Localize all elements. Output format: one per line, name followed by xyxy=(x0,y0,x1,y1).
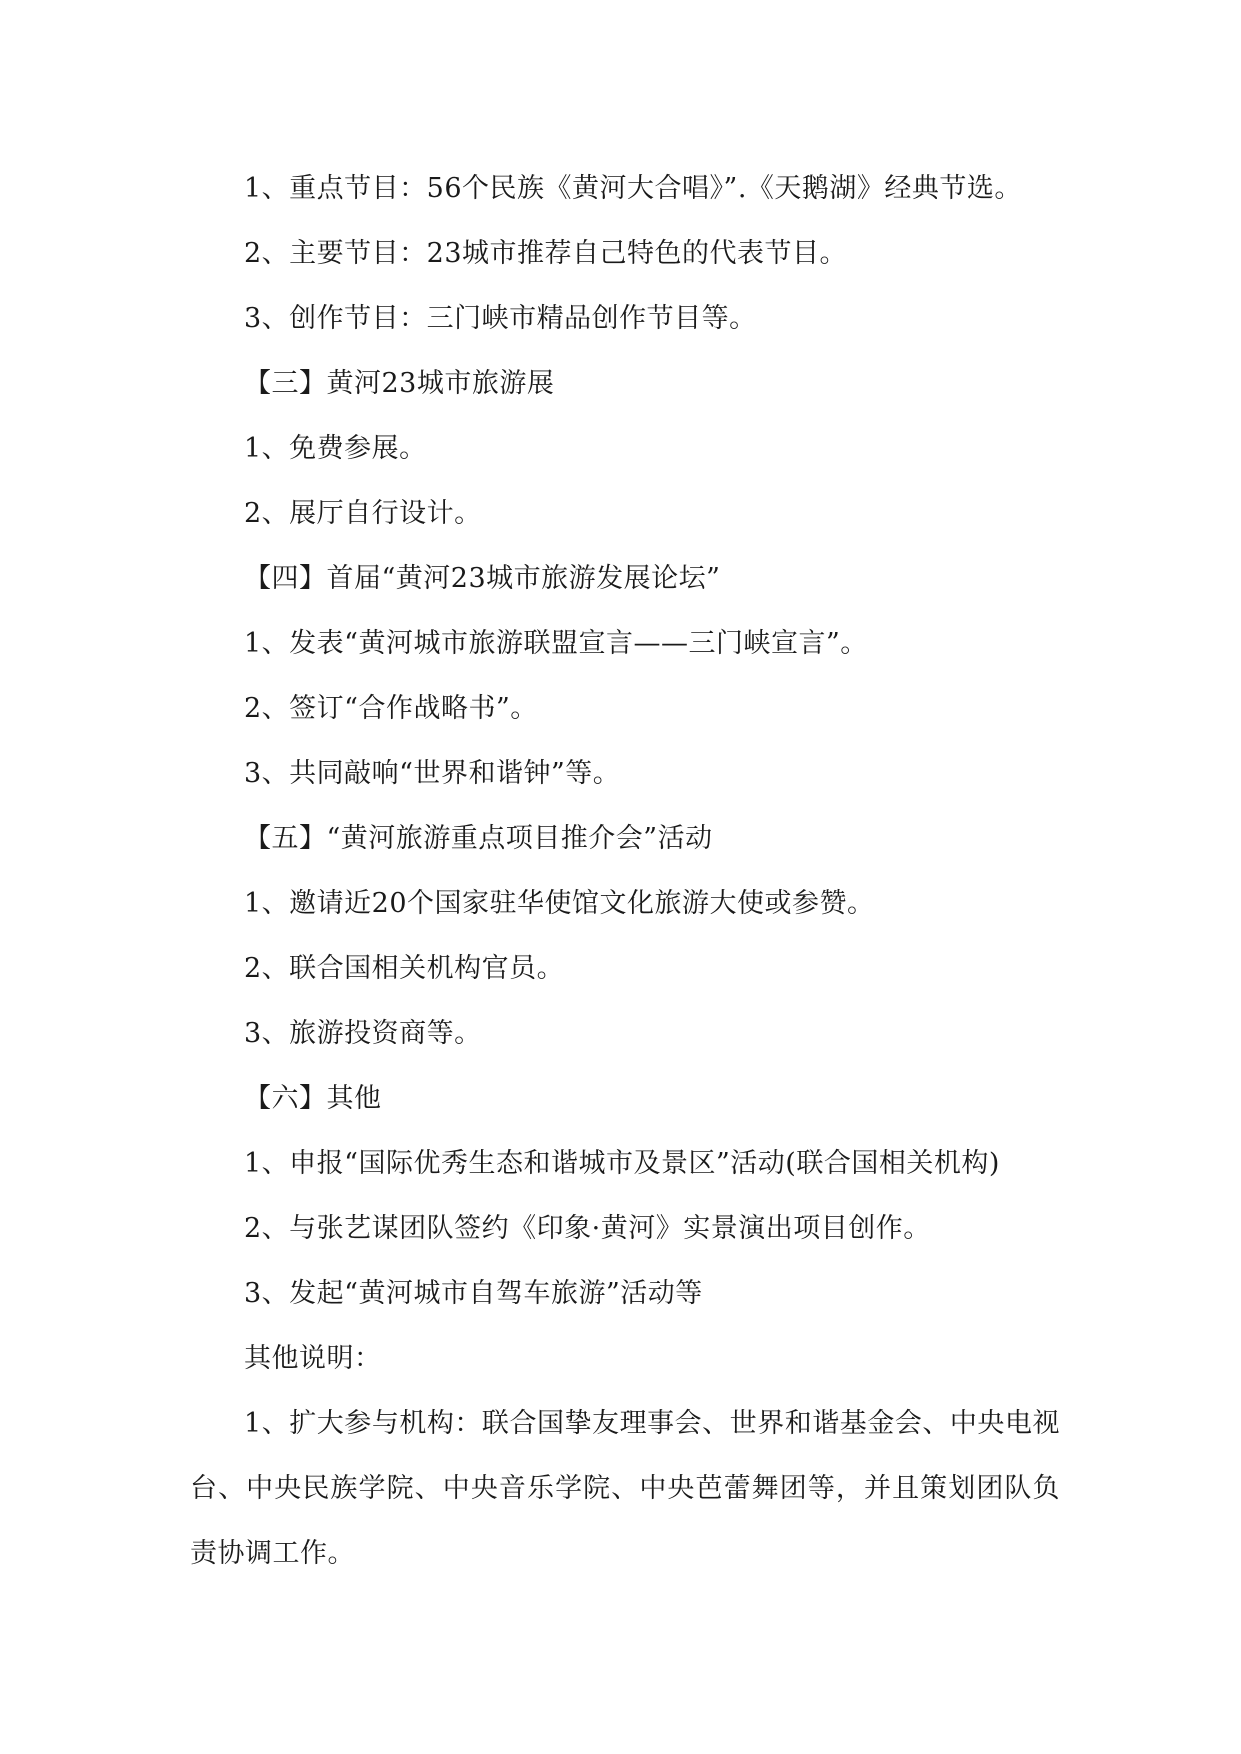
text-line: 1、申报“国际优秀生态和谐城市及景区”活动(联合国相关机构) xyxy=(244,1148,1000,1179)
notes-paragraph: 1、扩大参与机构：联合国挚友理事会、世界和谐基金会、中央电视台、中央民族学院、中央音乐学院、中央芭蕾舞团等，并且策划团队负责协调工作。 xyxy=(190,1408,1060,1569)
text-line: 2、主要节目：23城市推荐自己特色的代表节目。 xyxy=(244,238,848,269)
document-body xyxy=(190,156,1060,1586)
section-heading: 【六】其他 xyxy=(244,1083,382,1114)
text-line: 2、与张艺谋团队签约《印象·黄河》实景演出项目创作。 xyxy=(244,1213,931,1244)
text-line: 3、旅游投资商等。 xyxy=(244,1018,482,1049)
text-line: 1、免费参展。 xyxy=(244,433,427,464)
text-line: 2、展厅自行设计。 xyxy=(244,498,482,529)
text-line: 2、签订“合作战略书”。 xyxy=(244,693,538,724)
notes-heading: 其他说明： xyxy=(244,1343,382,1374)
section-heading: 【五】“黄河旅游重点项目推介会”活动 xyxy=(244,823,713,854)
text-line: 2、联合国相关机构官员。 xyxy=(244,953,565,984)
text-line: 1、重点节目：56个民族《黄河大合唱》”.《天鹅湖》经典节选。 xyxy=(244,173,1022,204)
section-heading: 【四】首届“黄河23城市旅游发展论坛” xyxy=(244,563,721,594)
text-line: 1、邀请近20个国家驻华使馆文化旅游大使或参赞。 xyxy=(244,888,875,919)
text-line: 3、共同敲响“世界和谐钟”等。 xyxy=(244,758,621,789)
section-heading: 【三】黄河23城市旅游展 xyxy=(244,368,555,399)
text-line: 1、发表“黄河城市旅游联盟宣言——三门峡宣言”。 xyxy=(244,628,868,659)
text-line: 3、创作节目：三门峡市精品创作节目等。 xyxy=(244,303,757,334)
text-line: 3、发起“黄河城市自驾车旅游”活动等 xyxy=(244,1278,703,1309)
